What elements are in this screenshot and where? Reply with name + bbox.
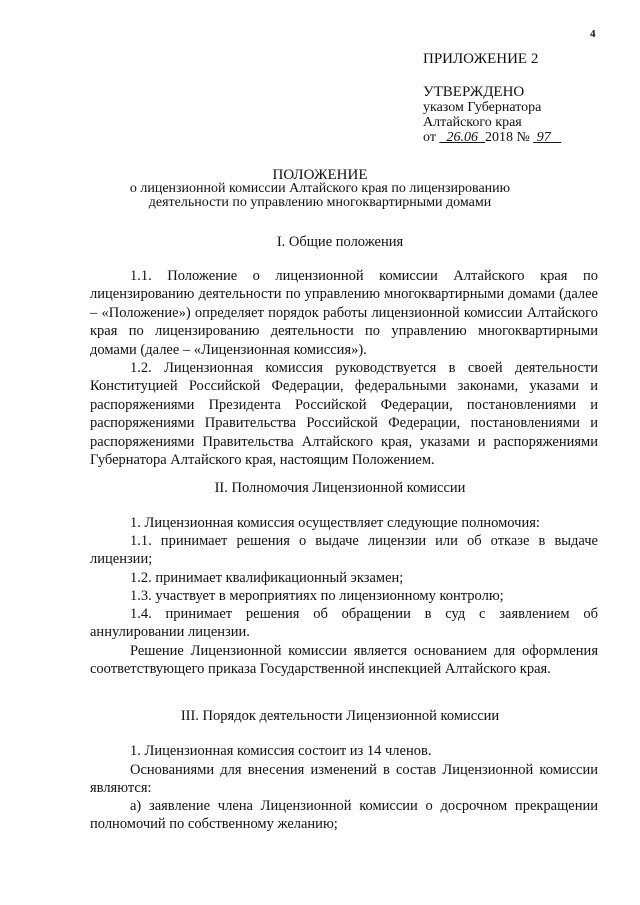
section-1-heading: I. Общие положения <box>276 234 404 250</box>
approval-block <box>423 52 623 145</box>
document-subtitle-line-1: о лицензионной комиссии Алтайского края по лицензированию <box>129 181 511 196</box>
section-1-paragraph-2: 1.2. Лицензионная комиссия руководствуется в своей деятельности Конституцией Российской Федерации, федеральными законами, указами и распоряжениями Президента Российской Федерации, постановлениями и распоряжениями Правительства Российской Федерации, постановлениями и распоряжениями Правительства Алтайского края, указами и распоряжениями Губернатора Алтайского края, настоящим Положением. <box>90 360 598 469</box>
approval-line-1: указом Губернатора <box>423 100 542 115</box>
date-prefix: от <box>423 130 436 145</box>
section-2-paragraph-2: 1.1. принимает решения о выдаче лицензии или об отказе в выдаче лицензии; <box>90 533 598 568</box>
approved-label: УТВЕРЖДЕНО <box>423 84 525 100</box>
section-3-heading: III. Порядок деятельности Лицензионной комиссии <box>180 708 500 724</box>
document-title-block <box>100 168 540 210</box>
appendix-label: ПРИЛОЖЕНИЕ 2 <box>423 51 539 67</box>
document-title: ПОЛОЖЕНИЕ <box>272 167 368 183</box>
decree-number: 97 <box>536 130 551 145</box>
section-2-paragraph-5: 1.4. принимает решения об обращении в суд с заявлением об аннулировании лицензии. <box>90 606 598 641</box>
section-1-paragraph-1: 1.1. Положение о лицензионной комиссии Алтайского края по лицензированию деятельности по управлению многоквартирными домами (далее – «Положение») определяет порядок работы лицензионной комиссии Алтайского края по лицензированию деятельности по управлению многоквартирными домами (далее – «Лицензионная комиссия»). <box>90 268 598 358</box>
section-2-paragraph-1: 1. Лицензионная комиссия осуществляет следующие полномочия: <box>130 515 540 531</box>
page-number: 4 <box>590 28 596 40</box>
section-3-paragraph-1: 1. Лицензионная комиссия состоит из 14 членов. <box>130 743 432 759</box>
approval-line-2: Алтайского края <box>423 115 522 130</box>
section-3-paragraph-2: Основаниями для внесения изменений в состав Лицензионной комиссии являются: <box>90 762 598 797</box>
section-2-paragraph-4: 1.3. участвует в мероприятиях по лицензионному контролю; <box>130 588 504 604</box>
document-subtitle-line-2: деятельности по управлению многоквартирными домами <box>148 195 492 210</box>
section-2-heading: II. Полномочия Лицензионной комиссии <box>214 480 466 496</box>
date-day-month: 26.06 <box>446 130 478 145</box>
approval-date-line <box>423 130 623 145</box>
section-3-paragraph-3: а) заявление члена Лицензионной комиссии о досрочном прекращении полномочий по собственному желанию; <box>90 798 598 833</box>
section-2-paragraph-6: Решение Лицензионной комиссии является основанием для оформления соответствующего приказа Государственной инспекцией Алтайского края. <box>90 643 598 678</box>
section-2-paragraph-3: 1.2. принимает квалификационный экзамен; <box>130 570 404 586</box>
date-year: 2018 <box>484 130 513 145</box>
number-sign: № <box>516 130 530 145</box>
